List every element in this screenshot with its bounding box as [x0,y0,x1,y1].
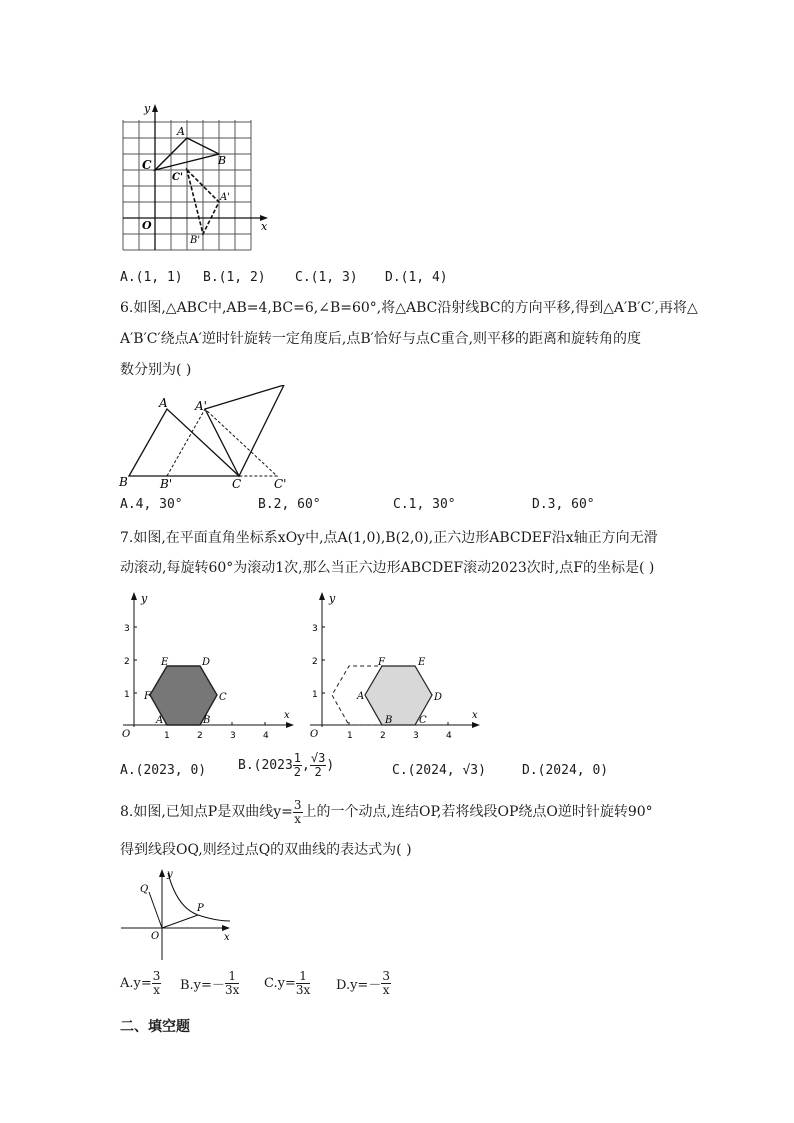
q5-figure [118,100,278,256]
q7f1-tick-y2: 2 [124,657,130,667]
q5-label-b: B [218,154,227,167]
q7f1-label-d: D [202,657,211,668]
q7f1-tick-x3: 3 [230,731,236,740]
q8-label-p: P [197,903,204,914]
q5-label-c: C [142,158,152,172]
q7f1-tick-x1: 1 [164,731,170,740]
q8-label-q: Q [140,884,149,895]
q7f2-label-o: O [310,729,319,740]
q7-option-b-frac2-num: √3 [310,751,326,765]
q7-option-b-post: ) [326,758,335,773]
q6-label-a2: A' [195,399,207,413]
q8-text-line2: 得到线段OQ,则经过点Q的双曲线的表达式为( ) [120,842,412,858]
q7f1-label-c: C [219,692,227,703]
q7-option-b-frac1 [293,752,302,779]
q8-option-d-num: 3 [382,969,390,983]
q7-text-line2: 动滚动,每旋转60°为滚动1次,那么当正六边形ABCDEF滚动2023次时,点F的坐标是( ) [120,560,655,576]
q6-text-line3: 数分别为( ) [120,362,192,378]
q8-option-b[interactable] [180,970,239,997]
q7-figure-2 [294,590,484,740]
q6-option-c[interactable]: C.1, 30° [393,497,456,512]
q6-figure [114,385,304,491]
q8-option-b-pre: B.y=－ [180,978,225,993]
q7-text-line1: 7.如图,在平面直角坐标系xOy中,点A(1,0),B(2,0),正六边形ABCDEF沿x轴正方向无滑 [120,530,658,546]
q8-option-a-num: 3 [152,969,161,983]
q7-option-b-frac2 [310,752,326,779]
q8-option-b-num: 1 [225,970,239,984]
q7f2-tick-x2: 2 [380,731,386,740]
q8-text-frac [293,799,303,826]
q8-option-c-pre: C.y= [264,976,296,991]
q7f1-label-x: x [284,710,290,721]
q7f2-label-a: A [357,691,365,702]
q7f1-label-o: O [122,729,131,740]
q8-label-x: x [224,932,230,943]
q8-option-d-pre: D.y=－ [336,978,382,993]
q7-option-c[interactable]: C.(2024, √3) [392,763,486,778]
q5-label-c2: C' [172,172,184,183]
q5-label-a: A [177,125,185,138]
q7f1-label-b: B [203,715,211,726]
q7f1-label-a: A [156,715,164,726]
q7f1-label-f: F [144,691,151,702]
q7f1-tick-y1: 1 [124,690,130,700]
q6-label-c: C [232,477,242,491]
q7f2-tick-x3: 3 [413,731,419,740]
q7-figure-1 [118,590,298,740]
q8-text-frac-den: x [294,811,302,826]
q8-option-a-frac [152,970,162,997]
q8-option-a-den: x [153,983,160,997]
q8-option-c-den: 3x [295,983,311,997]
q7f1-label-y: y [141,592,148,605]
q5-label-y: y [144,102,151,115]
q5-label-b2: B' [190,235,201,246]
q6-option-d[interactable]: D.3, 60° [532,497,595,512]
q6-label-b2: B' [160,477,173,491]
q7f2-tick-x1: 1 [347,731,353,740]
q8-label-y: y [167,869,173,880]
q7-option-b-pre: B.(2023 [238,758,293,773]
q5-label-x: x [261,220,268,233]
q8-text-frac-num: 3 [293,797,302,812]
q7-option-d[interactable]: D.(2024, 0) [522,763,609,778]
q7-option-b-sep: , [302,758,310,773]
q6-text-line1: 6.如图,△ABC中,AB=4,BC=6,∠B=60°,将△ABC沿射线BC的方向平移,得到△A′B′C′,再将△ [120,300,698,316]
q7-option-b-frac2-den: 2 [314,765,322,779]
q8-option-a-pre: A.y= [120,976,152,991]
q7f1-tick-y3: 3 [124,624,130,634]
q8-option-c-num: 1 [296,970,310,984]
q5-label-o: O [142,219,152,232]
q8-figure [118,866,238,966]
q5-option-b[interactable]: B.(1, 2) [203,270,266,285]
q8-option-a[interactable] [120,970,161,997]
q6-option-a[interactable]: A.4, 30° [120,497,183,512]
q6-label-c2: C' [274,477,287,491]
q8-option-c-frac [296,970,310,997]
q8-option-b-frac [225,970,239,997]
q7-option-a[interactable]: A.(2023, 0) [120,763,207,778]
q7f2-label-b: B [385,715,393,726]
q7f1-label-e: E [161,657,169,668]
q6-label-a: A [159,396,168,410]
q7f2-label-c: C [419,715,427,726]
q5-option-a[interactable]: A.(1, 1) [120,270,183,285]
q8-option-c[interactable] [264,970,310,997]
q7f1-tick-x2: 2 [197,731,203,740]
q7f2-tick-y2: 2 [312,657,318,667]
q8-text-pre: 8.如图,已知点P是双曲线y= [120,804,293,820]
q7f2-label-x: x [472,710,478,721]
section-title: 二、填空题 [120,1019,190,1035]
q5-option-d[interactable]: D.(1, 4) [385,270,448,285]
q5-option-c[interactable]: C.(1, 3) [295,270,358,285]
q6-option-b[interactable]: B.2, 60° [258,497,321,512]
q5-label-a2: A' [220,192,230,203]
q8-option-b-den: 3x [224,983,240,997]
q8-option-d[interactable] [336,970,391,997]
q8-text-line1 [120,798,653,826]
q7f2-label-y: y [329,592,336,605]
q7f2-label-e: E [418,657,426,668]
q6-text-line2: A′B′C′绕点A′逆时针旋转一定角度后,点B′恰好与点C重合,则平移的距离和旋转角的度 [120,331,642,347]
q6-label-b: B [119,475,128,489]
q7f2-tick-x4: 4 [446,731,452,740]
q8-label-o: O [151,931,160,942]
q8-text-post: 上的一个动点,连结OP,若将线段OP绕点O逆时针旋转90° [302,804,653,820]
q7f2-tick-y3: 3 [312,624,318,634]
q7-option-b-frac1-num: 1 [293,751,302,765]
q8-option-d-den: x [382,983,390,997]
q7f2-label-d: D [434,692,443,703]
q7-option-b-frac1-den: 2 [293,765,302,779]
q7f2-tick-y1: 1 [312,690,318,700]
q7-option-b[interactable] [238,752,334,779]
q7f1-tick-x4: 4 [263,731,269,740]
q7f2-label-f: F [378,657,385,668]
q8-option-d-frac [381,970,391,997]
